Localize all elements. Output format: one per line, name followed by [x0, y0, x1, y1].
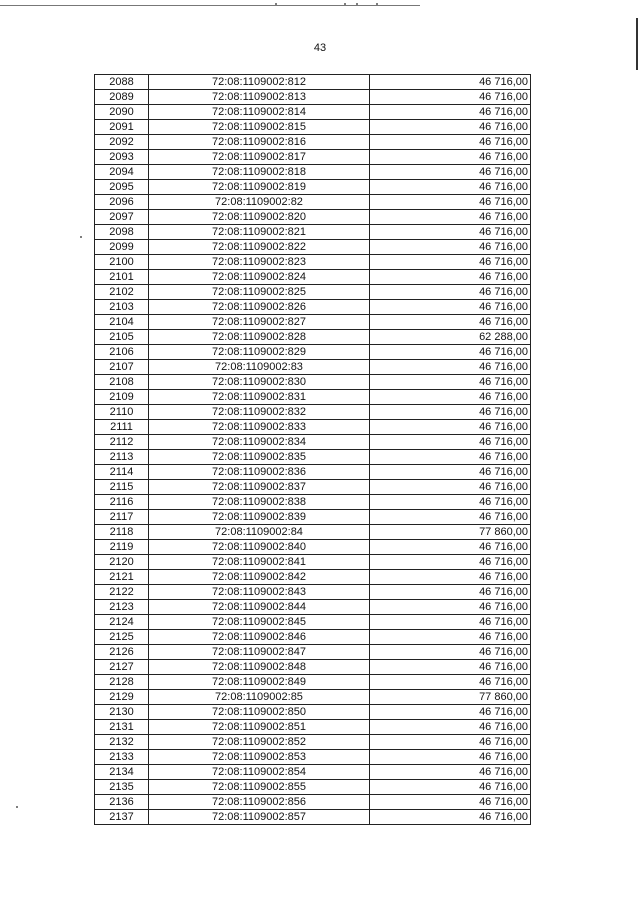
amount-cell: 46 716,00 [370, 750, 531, 765]
amount-cell: 46 716,00 [370, 345, 531, 360]
cadastral-number-cell: 72:08:1109002:849 [149, 675, 370, 690]
row-number-cell: 2099 [95, 240, 149, 255]
amount-cell: 46 716,00 [370, 510, 531, 525]
table-row [95, 375, 531, 390]
amount-cell: 46 716,00 [370, 135, 531, 150]
cadastral-number-cell: 72:08:1109002:82 [149, 195, 370, 210]
cadastral-number-cell: 72:08:1109002:848 [149, 660, 370, 675]
cadastral-number-cell: 72:08:1109002:83 [149, 360, 370, 375]
amount-cell: 46 716,00 [370, 390, 531, 405]
table-row [95, 735, 531, 750]
row-number-cell: 2120 [95, 555, 149, 570]
parcel-table-body [95, 75, 531, 825]
cadastral-number-cell: 72:08:1109002:857 [149, 810, 370, 825]
amount-cell: 46 716,00 [370, 765, 531, 780]
table-row [95, 570, 531, 585]
table-row [95, 705, 531, 720]
cadastral-number-cell: 72:08:1109002:822 [149, 240, 370, 255]
row-number-cell: 2113 [95, 450, 149, 465]
row-number-cell: 2123 [95, 600, 149, 615]
cadastral-number-cell: 72:08:1109002:816 [149, 135, 370, 150]
cadastral-number-cell: 72:08:1109002:832 [149, 405, 370, 420]
row-number-cell: 2121 [95, 570, 149, 585]
table-row [95, 810, 531, 825]
table-row [95, 210, 531, 225]
row-number-cell: 2115 [95, 480, 149, 495]
cadastral-number-cell: 72:08:1109002:84 [149, 525, 370, 540]
row-number-cell: 2126 [95, 645, 149, 660]
table-row [95, 465, 531, 480]
amount-cell: 46 716,00 [370, 795, 531, 810]
cadastral-number-cell: 72:08:1109002:842 [149, 570, 370, 585]
table-row [95, 330, 531, 345]
scan-speck [376, 3, 378, 5]
cadastral-number-cell: 72:08:1109002:840 [149, 540, 370, 555]
row-number-cell: 2122 [95, 585, 149, 600]
amount-cell: 46 716,00 [370, 420, 531, 435]
cadastral-number-cell: 72:08:1109002:818 [149, 165, 370, 180]
row-number-cell: 2127 [95, 660, 149, 675]
row-number-cell: 2134 [95, 765, 149, 780]
amount-cell: 46 716,00 [370, 570, 531, 585]
row-number-cell: 2101 [95, 270, 149, 285]
cadastral-number-cell: 72:08:1109002:813 [149, 90, 370, 105]
row-number-cell: 2088 [95, 75, 149, 90]
table-row [95, 495, 531, 510]
row-number-cell: 2124 [95, 615, 149, 630]
amount-cell: 46 716,00 [370, 120, 531, 135]
table-row [95, 390, 531, 405]
amount-cell: 46 716,00 [370, 225, 531, 240]
table-row [95, 630, 531, 645]
row-number-cell: 2132 [95, 735, 149, 750]
amount-cell: 46 716,00 [370, 810, 531, 825]
amount-cell: 46 716,00 [370, 240, 531, 255]
table-row [95, 405, 531, 420]
scan-speck [275, 3, 277, 5]
top-rule [0, 5, 420, 6]
table-row [95, 90, 531, 105]
amount-cell: 46 716,00 [370, 375, 531, 390]
amount-cell: 46 716,00 [370, 165, 531, 180]
amount-cell: 46 716,00 [370, 300, 531, 315]
table-row [95, 525, 531, 540]
row-number-cell: 2137 [95, 810, 149, 825]
table-row [95, 720, 531, 735]
amount-cell: 46 716,00 [370, 405, 531, 420]
row-number-cell: 2097 [95, 210, 149, 225]
table-row [95, 555, 531, 570]
table-row [95, 750, 531, 765]
cadastral-number-cell: 72:08:1109002:850 [149, 705, 370, 720]
table-row [95, 345, 531, 360]
cadastral-number-cell: 72:08:1109002:847 [149, 645, 370, 660]
cadastral-number-cell: 72:08:1109002:824 [149, 270, 370, 285]
amount-cell: 46 716,00 [370, 75, 531, 90]
row-number-cell: 2089 [95, 90, 149, 105]
amount-cell: 46 716,00 [370, 615, 531, 630]
row-number-cell: 2107 [95, 360, 149, 375]
cadastral-number-cell: 72:08:1109002:843 [149, 585, 370, 600]
cadastral-number-cell: 72:08:1109002:844 [149, 600, 370, 615]
amount-cell: 46 716,00 [370, 780, 531, 795]
row-number-cell: 2118 [95, 525, 149, 540]
amount-cell: 46 716,00 [370, 210, 531, 225]
table-row [95, 780, 531, 795]
row-number-cell: 2100 [95, 255, 149, 270]
scan-speck [16, 806, 18, 808]
table-row [95, 120, 531, 135]
table-row [95, 660, 531, 675]
table-row [95, 75, 531, 90]
amount-cell: 46 716,00 [370, 540, 531, 555]
row-number-cell: 2112 [95, 435, 149, 450]
amount-cell: 46 716,00 [370, 585, 531, 600]
row-number-cell: 2114 [95, 465, 149, 480]
cadastral-number-cell: 72:08:1109002:856 [149, 795, 370, 810]
row-number-cell: 2102 [95, 285, 149, 300]
table-row [95, 450, 531, 465]
scan-speck [80, 236, 82, 238]
row-number-cell: 2128 [95, 675, 149, 690]
row-number-cell: 2110 [95, 405, 149, 420]
cadastral-number-cell: 72:08:1109002:830 [149, 375, 370, 390]
cadastral-number-cell: 72:08:1109002:819 [149, 180, 370, 195]
cadastral-number-cell: 72:08:1109002:827 [149, 315, 370, 330]
cadastral-number-cell: 72:08:1109002:838 [149, 495, 370, 510]
cadastral-number-cell: 72:08:1109002:829 [149, 345, 370, 360]
amount-cell: 77 860,00 [370, 690, 531, 705]
cadastral-number-cell: 72:08:1109002:821 [149, 225, 370, 240]
table-row [95, 480, 531, 495]
amount-cell: 46 716,00 [370, 735, 531, 750]
amount-cell: 46 716,00 [370, 450, 531, 465]
row-number-cell: 2135 [95, 780, 149, 795]
amount-cell: 46 716,00 [370, 105, 531, 120]
table-row [95, 675, 531, 690]
cadastral-number-cell: 72:08:1109002:841 [149, 555, 370, 570]
cadastral-number-cell: 72:08:1109002:825 [149, 285, 370, 300]
row-number-cell: 2131 [95, 720, 149, 735]
amount-cell: 46 716,00 [370, 315, 531, 330]
parcel-table [94, 74, 531, 825]
table-row [95, 255, 531, 270]
cadastral-number-cell: 72:08:1109002:834 [149, 435, 370, 450]
row-number-cell: 2090 [95, 105, 149, 120]
row-number-cell: 2111 [95, 420, 149, 435]
table-row [95, 690, 531, 705]
row-number-cell: 2117 [95, 510, 149, 525]
amount-cell: 46 716,00 [370, 555, 531, 570]
cadastral-number-cell: 72:08:1109002:828 [149, 330, 370, 345]
cadastral-number-cell: 72:08:1109002:836 [149, 465, 370, 480]
table-row [95, 240, 531, 255]
table-row [95, 105, 531, 120]
table-row [95, 270, 531, 285]
row-number-cell: 2105 [95, 330, 149, 345]
row-number-cell: 2096 [95, 195, 149, 210]
row-number-cell: 2091 [95, 120, 149, 135]
row-number-cell: 2119 [95, 540, 149, 555]
amount-cell: 46 716,00 [370, 480, 531, 495]
table-row [95, 615, 531, 630]
amount-cell: 46 716,00 [370, 90, 531, 105]
cadastral-number-cell: 72:08:1109002:835 [149, 450, 370, 465]
row-number-cell: 2130 [95, 705, 149, 720]
row-number-cell: 2116 [95, 495, 149, 510]
table-row [95, 300, 531, 315]
table-row [95, 795, 531, 810]
amount-cell: 46 716,00 [370, 705, 531, 720]
cadastral-number-cell: 72:08:1109002:839 [149, 510, 370, 525]
table-row [95, 315, 531, 330]
cadastral-number-cell: 72:08:1109002:837 [149, 480, 370, 495]
amount-cell: 46 716,00 [370, 180, 531, 195]
table-row [95, 435, 531, 450]
row-number-cell: 2095 [95, 180, 149, 195]
row-number-cell: 2106 [95, 345, 149, 360]
amount-cell: 46 716,00 [370, 255, 531, 270]
amount-cell: 46 716,00 [370, 195, 531, 210]
cadastral-number-cell: 72:08:1109002:826 [149, 300, 370, 315]
page-number: 43 [313, 42, 327, 54]
row-number-cell: 2129 [95, 690, 149, 705]
scan-speck [356, 3, 358, 5]
cadastral-number-cell: 72:08:1109002:820 [149, 210, 370, 225]
cadastral-number-cell: 72:08:1109002:845 [149, 615, 370, 630]
table-row [95, 540, 531, 555]
amount-cell: 46 716,00 [370, 495, 531, 510]
table-row [95, 150, 531, 165]
table-row [95, 645, 531, 660]
amount-cell: 46 716,00 [370, 150, 531, 165]
table-row [95, 600, 531, 615]
cadastral-number-cell: 72:08:1109002:846 [149, 630, 370, 645]
row-number-cell: 2098 [95, 225, 149, 240]
amount-cell: 46 716,00 [370, 660, 531, 675]
row-number-cell: 2133 [95, 750, 149, 765]
amount-cell: 46 716,00 [370, 360, 531, 375]
cadastral-number-cell: 72:08:1109002:852 [149, 735, 370, 750]
amount-cell: 46 716,00 [370, 645, 531, 660]
cadastral-number-cell: 72:08:1109002:814 [149, 105, 370, 120]
cadastral-number-cell: 72:08:1109002:823 [149, 255, 370, 270]
row-number-cell: 2092 [95, 135, 149, 150]
table-row [95, 195, 531, 210]
table-row [95, 180, 531, 195]
table-row [95, 360, 531, 375]
amount-cell: 46 716,00 [370, 600, 531, 615]
row-number-cell: 2125 [95, 630, 149, 645]
row-number-cell: 2136 [95, 795, 149, 810]
amount-cell: 46 716,00 [370, 435, 531, 450]
cadastral-number-cell: 72:08:1109002:854 [149, 765, 370, 780]
amount-cell: 46 716,00 [370, 675, 531, 690]
cadastral-number-cell: 72:08:1109002:817 [149, 150, 370, 165]
amount-cell: 46 716,00 [370, 720, 531, 735]
row-number-cell: 2108 [95, 375, 149, 390]
cadastral-number-cell: 72:08:1109002:831 [149, 390, 370, 405]
amount-cell: 46 716,00 [370, 285, 531, 300]
amount-cell: 62 288,00 [370, 330, 531, 345]
amount-cell: 46 716,00 [370, 270, 531, 285]
table-row [95, 510, 531, 525]
cadastral-number-cell: 72:08:1109002:855 [149, 780, 370, 795]
table-row [95, 420, 531, 435]
row-number-cell: 2103 [95, 300, 149, 315]
cadastral-number-cell: 72:08:1109002:85 [149, 690, 370, 705]
table-row [95, 225, 531, 240]
amount-cell: 46 716,00 [370, 465, 531, 480]
table-row [95, 585, 531, 600]
cadastral-number-cell: 72:08:1109002:851 [149, 720, 370, 735]
amount-cell: 46 716,00 [370, 630, 531, 645]
table-row [95, 765, 531, 780]
cadastral-number-cell: 72:08:1109002:815 [149, 120, 370, 135]
table-row [95, 165, 531, 180]
cadastral-number-cell: 72:08:1109002:853 [149, 750, 370, 765]
scan-speck [344, 3, 346, 5]
table-row [95, 135, 531, 150]
amount-cell: 77 860,00 [370, 525, 531, 540]
cadastral-number-cell: 72:08:1109002:812 [149, 75, 370, 90]
row-number-cell: 2093 [95, 150, 149, 165]
row-number-cell: 2109 [95, 390, 149, 405]
table-row [95, 285, 531, 300]
row-number-cell: 2094 [95, 165, 149, 180]
cadastral-number-cell: 72:08:1109002:833 [149, 420, 370, 435]
row-number-cell: 2104 [95, 315, 149, 330]
